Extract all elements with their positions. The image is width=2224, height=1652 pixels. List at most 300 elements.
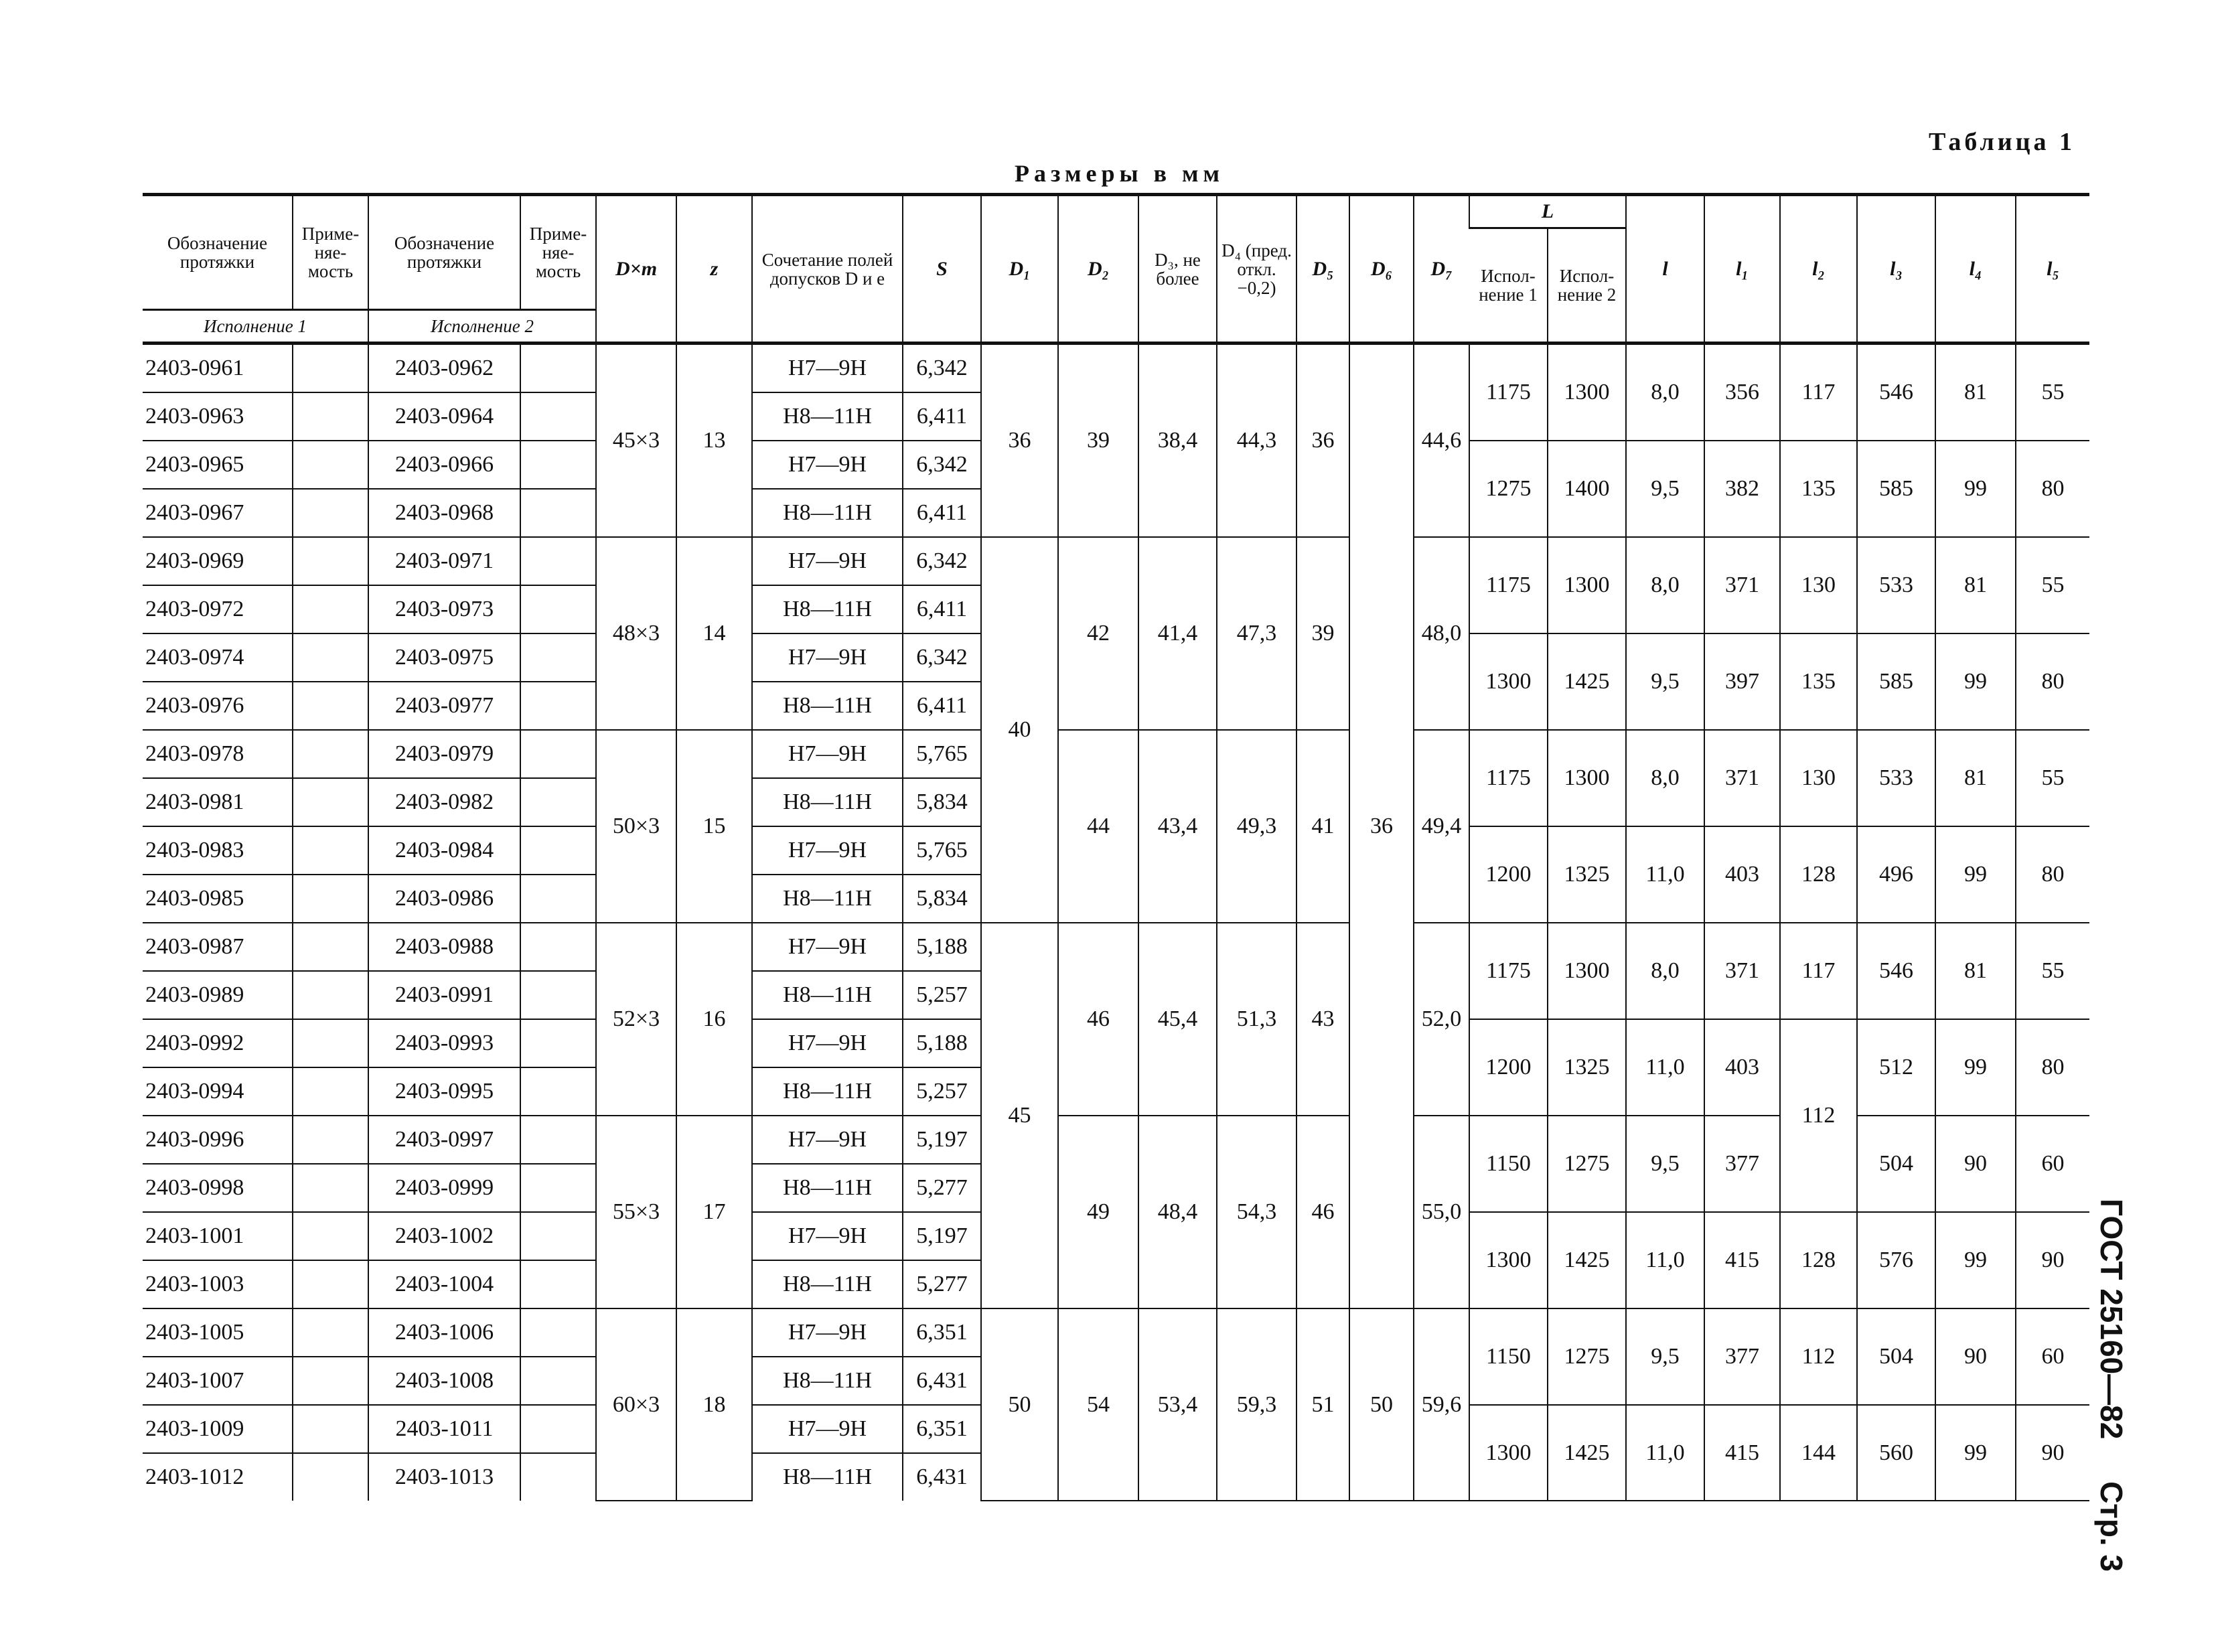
D2-value: 42 <box>1058 537 1138 730</box>
col-l3-label: l₃ <box>1890 257 1903 280</box>
tolerance-value: H7—9H <box>752 344 903 393</box>
applicability-2 <box>520 875 596 923</box>
l-value: 11,0 <box>1626 826 1704 923</box>
l-value: 8,0 <box>1626 923 1704 1019</box>
tolerance-value: H7—9H <box>752 1212 903 1260</box>
L-execution-1-value: 1200 <box>1469 826 1548 923</box>
tolerance-value: H7—9H <box>752 1019 903 1067</box>
designation-1: 2403-1003 <box>143 1260 293 1308</box>
l-value: 8,0 <box>1626 344 1704 441</box>
S-value: 6,411 <box>903 489 981 537</box>
applicability-1 <box>293 971 368 1019</box>
tolerance-value: H8—11H <box>752 1067 903 1116</box>
l4-value: 90 <box>1935 1116 2016 1212</box>
designation-2: 2403-1013 <box>368 1453 520 1501</box>
designation-1: 2403-0978 <box>143 730 293 778</box>
col-z-label: z <box>710 257 719 280</box>
col-l1-label: l₁ <box>1736 257 1749 280</box>
l5-value: 55 <box>2016 344 2089 441</box>
tolerance-value: H8—11H <box>752 1357 903 1405</box>
D2-value: 39 <box>1058 344 1138 538</box>
D4-value: 47,3 <box>1217 537 1296 730</box>
designation-2: 2403-0986 <box>368 875 520 923</box>
applicability-1 <box>293 1405 368 1453</box>
S-value: 6,431 <box>903 1453 981 1501</box>
broach-dimensions-table <box>143 193 2089 1501</box>
units-caption: Размеры в мм <box>1015 160 1225 187</box>
designation-2: 2403-0968 <box>368 489 520 537</box>
dxm-value: 55×3 <box>596 1116 676 1308</box>
L-execution-1-value: 1175 <box>1469 923 1548 1019</box>
S-value: 5,277 <box>903 1260 981 1308</box>
l3-value: 585 <box>1857 633 1935 730</box>
l2-value: 117 <box>1780 344 1857 441</box>
applicability-2 <box>520 1067 596 1116</box>
applicability-1 <box>293 1164 368 1212</box>
l3-value: 546 <box>1857 923 1935 1019</box>
D4-value: 59,3 <box>1217 1308 1296 1501</box>
D2-value: 54 <box>1058 1308 1138 1501</box>
applicability-2 <box>520 1164 596 1212</box>
L-execution-1-value: 1300 <box>1469 1212 1548 1308</box>
col-l <box>1626 195 1704 344</box>
l2-value: 130 <box>1780 730 1857 826</box>
col-z <box>676 195 752 344</box>
tolerance-value: H8—11H <box>752 682 903 730</box>
S-value: 5,277 <box>903 1164 981 1212</box>
l5-value: 90 <box>2016 1212 2089 1308</box>
L-execution-2-value: 1325 <box>1548 826 1626 923</box>
L-execution-2-value: 1275 <box>1548 1308 1626 1405</box>
S-value: 6,411 <box>903 392 981 441</box>
standard-number: ГОСТ 25160—82 <box>2094 1199 2129 1440</box>
l1-value: 371 <box>1704 537 1780 633</box>
l3-value: 496 <box>1857 826 1935 923</box>
L-execution-2-value: 1325 <box>1548 1019 1626 1116</box>
S-value: 6,351 <box>903 1308 981 1357</box>
z-value: 15 <box>676 730 752 923</box>
l5-value: 55 <box>2016 730 2089 826</box>
L-execution-2-value: 1425 <box>1548 1212 1626 1308</box>
execution-1-header: Исполнение 1 <box>143 310 368 344</box>
l5-value: 60 <box>2016 1308 2089 1405</box>
applicability-2 <box>520 1357 596 1405</box>
D4-value: 44,3 <box>1217 344 1296 538</box>
designation-1: 2403-0963 <box>143 392 293 441</box>
l5-value: 80 <box>2016 441 2089 537</box>
z-value: 18 <box>676 1308 752 1501</box>
page-number: Стр. 3 <box>2094 1481 2129 1572</box>
D7-value: 59,6 <box>1414 1308 1469 1501</box>
l1-value: 371 <box>1704 923 1780 1019</box>
L-execution-2-value: 1425 <box>1548 1405 1626 1501</box>
applicability-1 <box>293 1019 368 1067</box>
l3-value: 504 <box>1857 1308 1935 1405</box>
col-d1 <box>981 195 1058 344</box>
designation-2: 2403-0982 <box>368 778 520 826</box>
S-value: 6,351 <box>903 1405 981 1453</box>
applicability-2 <box>520 344 596 393</box>
applicability-1 <box>293 1453 368 1501</box>
tolerance-value: H8—11H <box>752 1453 903 1501</box>
tolerance-value: H8—11H <box>752 489 903 537</box>
col-l3 <box>1857 195 1935 344</box>
designation-2: 2403-1004 <box>368 1260 520 1308</box>
col-l-label: l <box>1662 257 1668 280</box>
col-d5-label: D₅ <box>1312 257 1334 280</box>
D7-value: 44,6 <box>1414 344 1469 538</box>
applicability-1 <box>293 344 368 393</box>
l5-value: 55 <box>2016 537 2089 633</box>
designation-1: 2403-0981 <box>143 778 293 826</box>
col-l4-label: l₄ <box>1969 257 1982 280</box>
l-value: 8,0 <box>1626 730 1704 826</box>
l4-value: 81 <box>1935 730 2016 826</box>
applicability-2 <box>520 826 596 875</box>
applicability-2 <box>520 537 596 585</box>
tolerance-value: H8—11H <box>752 392 903 441</box>
l-value: 11,0 <box>1626 1212 1704 1308</box>
D6-value: 50 <box>1349 1308 1414 1501</box>
l3-value: 576 <box>1857 1212 1935 1308</box>
l3-value: 546 <box>1857 344 1935 441</box>
l-value: 9,5 <box>1626 1308 1704 1405</box>
designation-2: 2403-0977 <box>368 682 520 730</box>
l1-value: 397 <box>1704 633 1780 730</box>
table-row <box>143 730 2089 778</box>
side-caption <box>2093 1199 2130 1605</box>
D1-value: 50 <box>981 1308 1058 1501</box>
designation-2: 2403-0988 <box>368 923 520 971</box>
S-value: 5,197 <box>903 1212 981 1260</box>
tolerance-value: H8—11H <box>752 875 903 923</box>
S-value: 6,342 <box>903 344 981 393</box>
S-value: 5,257 <box>903 1067 981 1116</box>
l-value: 8,0 <box>1626 537 1704 633</box>
S-value: 5,765 <box>903 826 981 875</box>
designation-1: 2403-0987 <box>143 923 293 971</box>
L-execution-1-value: 1150 <box>1469 1116 1548 1212</box>
applicability-2 <box>520 585 596 633</box>
l5-value: 55 <box>2016 923 2089 1019</box>
applicability-1 <box>293 875 368 923</box>
designation-1: 2403-1005 <box>143 1308 293 1357</box>
S-value: 6,411 <box>903 682 981 730</box>
applicability-1 <box>293 537 368 585</box>
applicability-2 <box>520 1212 596 1260</box>
S-value: 6,431 <box>903 1357 981 1405</box>
col-applicability-2: Приме-няе-мость <box>520 195 596 310</box>
l5-value: 80 <box>2016 1019 2089 1116</box>
col-d3: D₃, не более <box>1138 195 1217 344</box>
D5-value: 39 <box>1296 537 1349 730</box>
applicability-2 <box>520 633 596 682</box>
designation-1: 2403-0985 <box>143 875 293 923</box>
designation-2: 2403-0999 <box>368 1164 520 1212</box>
L-execution-1-value: 1150 <box>1469 1308 1548 1405</box>
l4-value: 81 <box>1935 344 2016 441</box>
designation-1: 2403-0994 <box>143 1067 293 1116</box>
D6-value: 36 <box>1349 344 1414 1309</box>
col-l5 <box>2016 195 2089 344</box>
l5-value: 90 <box>2016 1405 2089 1501</box>
designation-2: 2403-1006 <box>368 1308 520 1357</box>
l4-value: 99 <box>1935 826 2016 923</box>
L-execution-2-value: 1300 <box>1548 923 1626 1019</box>
D7-value: 48,0 <box>1414 537 1469 730</box>
z-value: 13 <box>676 344 752 538</box>
tolerance-value: H7—9H <box>752 633 903 682</box>
dxm-value: 48×3 <box>596 537 676 730</box>
applicability-1 <box>293 826 368 875</box>
designation-2: 2403-0995 <box>368 1067 520 1116</box>
col-d6 <box>1349 195 1414 344</box>
col-dxm-label: D×m <box>615 257 658 280</box>
applicability-1 <box>293 633 368 682</box>
col-l1 <box>1704 195 1780 344</box>
L-execution-1-value: 1175 <box>1469 730 1548 826</box>
applicability-2 <box>520 730 596 778</box>
l1-value: 371 <box>1704 730 1780 826</box>
l3-value: 533 <box>1857 730 1935 826</box>
tolerance-value: H7—9H <box>752 923 903 971</box>
S-value: 6,342 <box>903 537 981 585</box>
L-execution-1-value: 1200 <box>1469 1019 1548 1116</box>
l3-value: 560 <box>1857 1405 1935 1501</box>
l3-value: 504 <box>1857 1116 1935 1212</box>
tolerance-value: H8—11H <box>752 1260 903 1308</box>
applicability-2 <box>520 1453 596 1501</box>
tolerance-value: H8—11H <box>752 778 903 826</box>
designation-1: 2403-1001 <box>143 1212 293 1260</box>
l-value: 9,5 <box>1626 1116 1704 1212</box>
designation-2: 2403-0973 <box>368 585 520 633</box>
D5-value: 41 <box>1296 730 1349 923</box>
S-value: 6,342 <box>903 633 981 682</box>
D5-value: 51 <box>1296 1308 1349 1501</box>
l1-value: 403 <box>1704 826 1780 923</box>
applicability-2 <box>520 1019 596 1067</box>
z-value: 17 <box>676 1116 752 1308</box>
l2-value: 112 <box>1780 1308 1857 1405</box>
L-execution-2-value: 1300 <box>1548 344 1626 441</box>
D5-value: 36 <box>1296 344 1349 538</box>
D1-value: 36 <box>981 344 1058 538</box>
applicability-1 <box>293 1357 368 1405</box>
l2-value: 135 <box>1780 441 1857 537</box>
l2-value: 144 <box>1780 1405 1857 1501</box>
col-l4 <box>1935 195 2016 344</box>
designation-2: 2403-0984 <box>368 826 520 875</box>
applicability-2 <box>520 1260 596 1308</box>
applicability-1 <box>293 1308 368 1357</box>
S-value: 5,197 <box>903 1116 981 1164</box>
designation-2: 2403-1008 <box>368 1357 520 1405</box>
dxm-value: 60×3 <box>596 1308 676 1501</box>
table-row <box>143 537 2089 585</box>
designation-2: 2403-0979 <box>368 730 520 778</box>
D3-value: 43,4 <box>1138 730 1217 923</box>
designation-2: 2403-0962 <box>368 344 520 393</box>
tolerance-value: H7—9H <box>752 1116 903 1164</box>
col-l2-label: l₂ <box>1812 257 1825 280</box>
D5-value: 46 <box>1296 1116 1349 1308</box>
designation-2: 2403-0993 <box>368 1019 520 1067</box>
l4-value: 81 <box>1935 923 2016 1019</box>
l4-value: 99 <box>1935 1019 2016 1116</box>
S-value: 5,188 <box>903 1019 981 1067</box>
applicability-1 <box>293 489 368 537</box>
col-L-execution-2: Испол-нение 2 <box>1548 228 1626 344</box>
tolerance-value: H7—9H <box>752 1405 903 1453</box>
col-d6-label: D₆ <box>1370 257 1393 280</box>
col-s-label: S <box>936 257 948 280</box>
designation-2: 2403-1002 <box>368 1212 520 1260</box>
tolerance-value: H7—9H <box>752 826 903 875</box>
col-d7 <box>1414 195 1469 344</box>
L-execution-1-value: 1175 <box>1469 344 1548 441</box>
D3-value: 38,4 <box>1138 344 1217 538</box>
col-d1-label: D₁ <box>1009 257 1031 280</box>
col-d4: D₄ (пред. откл. −0,2) <box>1217 195 1296 344</box>
l1-value: 377 <box>1704 1308 1780 1405</box>
l1-value: 356 <box>1704 344 1780 441</box>
tolerance-value: H7—9H <box>752 1308 903 1357</box>
l1-value: 382 <box>1704 441 1780 537</box>
D1-value: 45 <box>981 923 1058 1308</box>
dxm-value: 52×3 <box>596 923 676 1116</box>
D2-value: 49 <box>1058 1116 1138 1308</box>
l2-value: 128 <box>1780 1212 1857 1308</box>
D3-value: 45,4 <box>1138 923 1217 1116</box>
designation-1: 2403-1007 <box>143 1357 293 1405</box>
designation-1: 2403-0998 <box>143 1164 293 1212</box>
D5-value: 43 <box>1296 923 1349 1116</box>
applicability-1 <box>293 1212 368 1260</box>
applicability-2 <box>520 1308 596 1357</box>
S-value: 6,342 <box>903 441 981 489</box>
tolerance-value: H8—11H <box>752 585 903 633</box>
applicability-2 <box>520 778 596 826</box>
dxm-value: 50×3 <box>596 730 676 923</box>
l4-value: 90 <box>1935 1308 2016 1405</box>
L-execution-1-value: 1300 <box>1469 1405 1548 1501</box>
l2-value: 130 <box>1780 537 1857 633</box>
S-value: 5,834 <box>903 778 981 826</box>
z-value: 14 <box>676 537 752 730</box>
col-designation-2: Обозначение протяжки <box>368 195 520 310</box>
l4-value: 81 <box>1935 537 2016 633</box>
l3-value: 512 <box>1857 1019 1935 1116</box>
l1-value: 377 <box>1704 1116 1780 1212</box>
designation-2: 2403-0966 <box>368 441 520 489</box>
l3-value: 585 <box>1857 441 1935 537</box>
l5-value: 80 <box>2016 633 2089 730</box>
D7-value: 52,0 <box>1414 923 1469 1116</box>
D1-value: 40 <box>981 537 1058 923</box>
D7-value: 55,0 <box>1414 1116 1469 1308</box>
col-applicability-1: Приме-няе-мость <box>293 195 368 310</box>
table-row <box>143 344 2089 393</box>
applicability-2 <box>520 441 596 489</box>
D2-value: 44 <box>1058 730 1138 923</box>
designation-1: 2403-0989 <box>143 971 293 1019</box>
dxm-value: 45×3 <box>596 344 676 538</box>
table-number: Таблица 1 <box>1929 128 2076 156</box>
applicability-1 <box>293 441 368 489</box>
l5-value: 60 <box>2016 1116 2089 1212</box>
designation-2: 2403-0997 <box>368 1116 520 1164</box>
D4-value: 54,3 <box>1217 1116 1296 1308</box>
S-value: 5,188 <box>903 923 981 971</box>
applicability-1 <box>293 1260 368 1308</box>
applicability-1 <box>293 1067 368 1116</box>
l4-value: 99 <box>1935 1212 2016 1308</box>
applicability-1 <box>293 1116 368 1164</box>
designation-2: 2403-0991 <box>368 971 520 1019</box>
applicability-2 <box>520 971 596 1019</box>
L-execution-2-value: 1425 <box>1548 633 1626 730</box>
col-L-label: L <box>1541 200 1554 222</box>
applicability-2 <box>520 682 596 730</box>
S-value: 5,765 <box>903 730 981 778</box>
table-row <box>143 1308 2089 1357</box>
applicability-2 <box>520 489 596 537</box>
applicability-2 <box>520 923 596 971</box>
designation-1: 2403-1012 <box>145 1465 244 1489</box>
l4-value: 99 <box>1935 1405 2016 1501</box>
designation-1: 2403-0996 <box>143 1116 293 1164</box>
L-execution-2-value: 1300 <box>1548 730 1626 826</box>
applicability-1 <box>293 682 368 730</box>
designation-1: 2403-0967 <box>143 489 293 537</box>
col-tolerance: Сочетание полей допусков D и e <box>752 195 903 344</box>
designation-1: 2403-0983 <box>143 826 293 875</box>
designation-1: 2403-0961 <box>143 344 293 393</box>
tolerance-value: H7—9H <box>752 537 903 585</box>
col-dxm <box>596 195 676 344</box>
col-s <box>903 195 981 344</box>
D7-value: 49,4 <box>1414 730 1469 923</box>
col-L <box>1469 195 1626 228</box>
designation-1: 2403-0972 <box>143 585 293 633</box>
S-value: 5,834 <box>903 875 981 923</box>
designation-2: 2403-1011 <box>368 1405 520 1453</box>
l2-value: 135 <box>1780 633 1857 730</box>
applicability-2 <box>520 1116 596 1164</box>
applicability-1 <box>293 923 368 971</box>
l2-value: 128 <box>1780 826 1857 923</box>
D4-value: 49,3 <box>1217 730 1296 923</box>
l4-value: 99 <box>1935 441 2016 537</box>
z-value: 16 <box>676 923 752 1116</box>
tolerance-value: H7—9H <box>752 441 903 489</box>
l-value: 11,0 <box>1626 1405 1704 1501</box>
tolerance-value: H8—11H <box>752 1164 903 1212</box>
applicability-1 <box>293 730 368 778</box>
D2-value: 46 <box>1058 923 1138 1116</box>
L-execution-2-value: 1275 <box>1548 1116 1626 1212</box>
l-value: 9,5 <box>1626 441 1704 537</box>
l5-value: 80 <box>2016 826 2089 923</box>
col-d5 <box>1296 195 1349 344</box>
l1-value: 403 <box>1704 1019 1780 1116</box>
table-row <box>143 923 2089 971</box>
col-d2-label: D₂ <box>1087 257 1110 280</box>
S-value: 6,411 <box>903 585 981 633</box>
designation-1: 2403-0974 <box>143 633 293 682</box>
applicability-1 <box>293 778 368 826</box>
